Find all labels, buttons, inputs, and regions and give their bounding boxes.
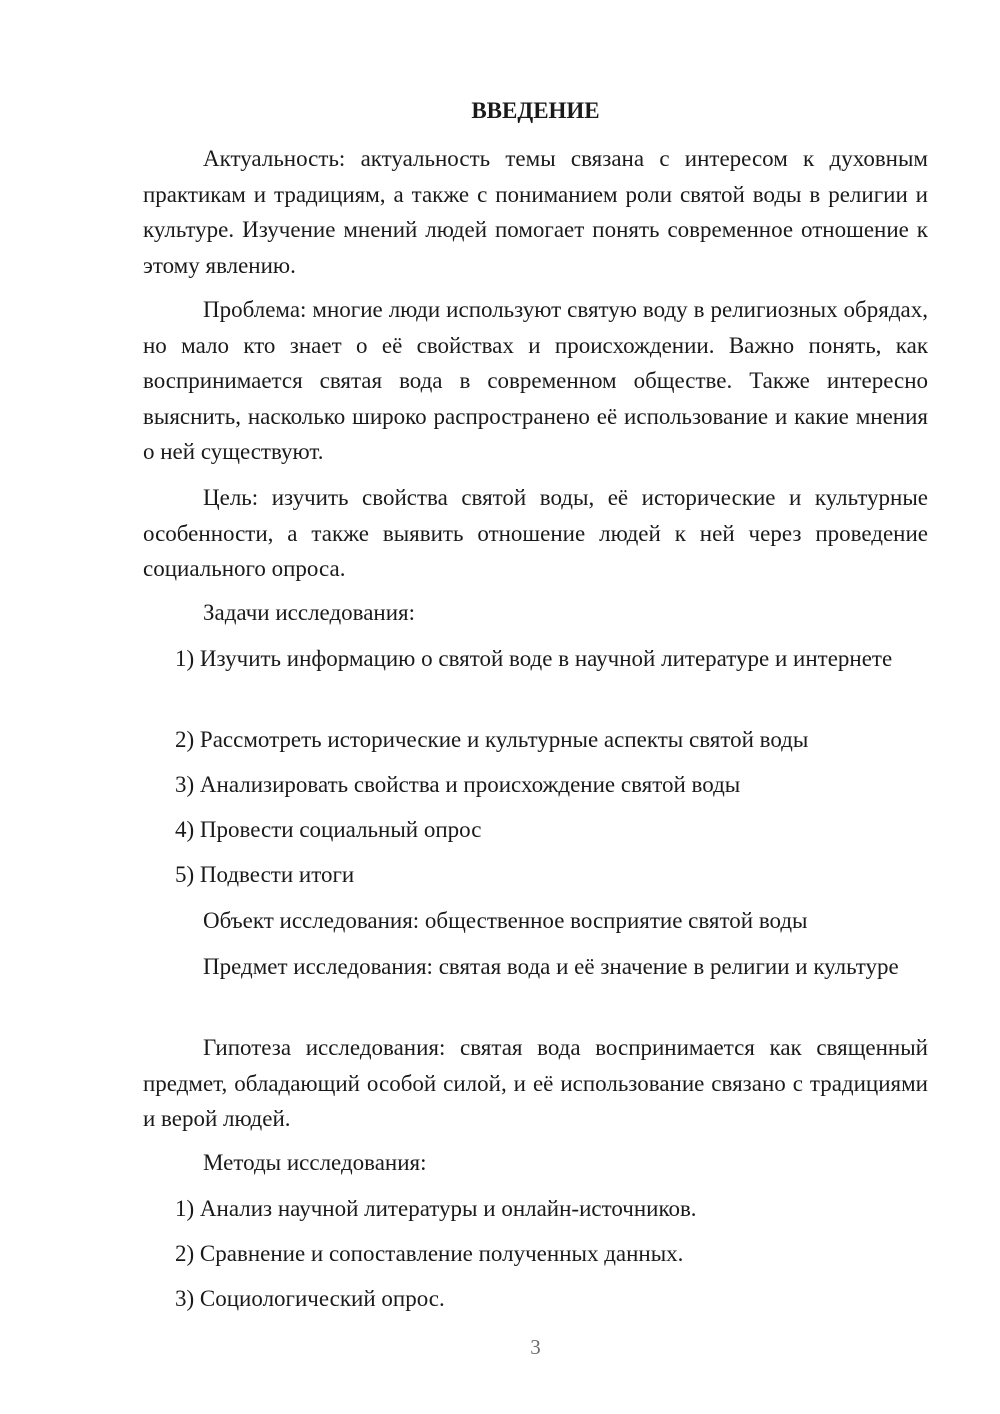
method-item-3: 3) Социологический опрос.	[175, 1286, 445, 1311]
task-item-5: 5) Подвести итоги	[175, 862, 355, 887]
relevance-paragraph: Актуальность: актуальность темы связана с интересом к духовным практикам и традициям, а также с пониманием роли святой воды в религии и культуре. Изучение мнений людей помогает понять современное отношение к этому явлению.	[143, 146, 928, 278]
task-item-1: 1) Изучить информацию о святой воде в научной литературе и интернете	[175, 646, 893, 671]
problem-paragraph: Проблема: многие люди используют святую воду в религиозных обрядах, но мало кто знает о её свойствах и происхождении. Важно понять, как воспринимается святая вода в современном обществе. Также интересно выяснить, насколько широко распространено её использование и какие мнения о ней существуют.	[143, 297, 928, 464]
page-number: 3	[530, 1335, 541, 1359]
methods-heading: Методы исследования:	[203, 1150, 427, 1175]
goal-paragraph: Цель: изучить свойства святой воды, её исторические и культурные особенности, а также выявить отношение людей к ней через проведение социального опроса.	[143, 485, 928, 581]
task-item-4: 4) Провести социальный опрос	[175, 817, 482, 842]
hypothesis-paragraph: Гипотеза исследования: святая вода воспринимается как священный предмет, обладающий особой силой, и её использование связано с традициями и верой людей.	[143, 1035, 928, 1131]
method-item-1: 1) Анализ научной литературы и онлайн-источников.	[175, 1196, 697, 1221]
object-paragraph: Объект исследования: общественное восприятие святой воды	[203, 908, 808, 933]
task-item-2: 2) Рассмотреть исторические и культурные аспекты святой воды	[175, 727, 809, 752]
subject-paragraph: Предмет исследования: святая вода и её значение в религии и культуре	[203, 954, 899, 979]
tasks-heading: Задачи исследования:	[203, 600, 416, 625]
section-title: ВВЕДЕНИЕ	[471, 98, 600, 123]
method-item-2: 2) Сравнение и сопоставление полученных данных.	[175, 1241, 684, 1266]
task-item-3: 3) Анализировать свойства и происхождение святой воды	[175, 772, 741, 797]
